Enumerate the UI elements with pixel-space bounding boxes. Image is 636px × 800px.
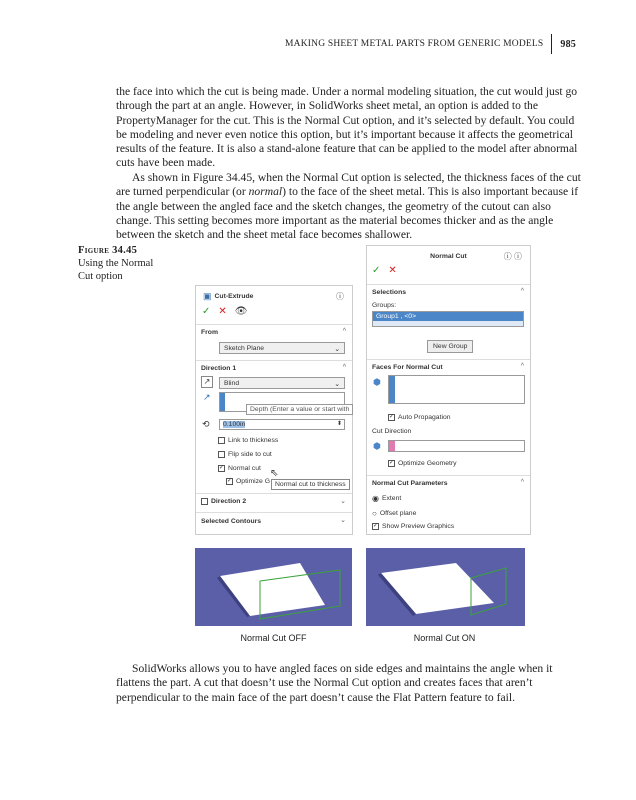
- new-group-button[interactable]: New Group: [427, 340, 473, 353]
- checkbox-label: Show Preview Graphics: [382, 523, 455, 530]
- direction-arrow-icon: ↗: [203, 392, 211, 402]
- section-faces[interactable]: Faces For Normal Cut: [372, 364, 443, 371]
- chevron-down-icon: ⌄: [334, 381, 340, 388]
- cut-extrude-icon: ▣: [203, 291, 212, 301]
- ok-icon[interactable]: ✓: [202, 306, 211, 317]
- preview-eye-icon[interactable]: 👁: [234, 306, 248, 317]
- section-from[interactable]: From: [201, 329, 218, 336]
- checkbox-label: Auto Propagation: [398, 414, 451, 421]
- caption-off: Normal Cut OFF: [240, 633, 307, 643]
- collapse-icon[interactable]: ^: [520, 479, 524, 486]
- help-icon[interactable]: ⓘ: [336, 292, 344, 301]
- optimize-checkbox[interactable]: ✓: [227, 478, 233, 484]
- select-value: Blind: [224, 380, 240, 387]
- checkbox-label: Normal cut: [228, 465, 261, 472]
- select-value: Sketch Plane: [224, 345, 265, 352]
- text: As shown in Figure 34.45, when the Normal Cut option is selected, the thickness faces of the cut are turned perpendicular (or: [116, 171, 581, 199]
- section-selections[interactable]: Selections: [372, 289, 406, 296]
- collapse-icon[interactable]: ^: [520, 363, 524, 370]
- face-icon: ⬢: [373, 441, 381, 451]
- cut-direction-label: Cut Direction: [372, 428, 412, 435]
- offset-plane-radio[interactable]: ○: [372, 509, 377, 518]
- caption-on: Normal Cut ON: [413, 633, 476, 643]
- spinner-icon[interactable]: ⬍: [336, 421, 342, 427]
- cut-direction-box[interactable]: [388, 440, 525, 452]
- emphasis: normal: [248, 185, 283, 199]
- header-divider: [551, 34, 552, 54]
- normal-cut-on-image: [366, 548, 525, 626]
- reverse-direction-icon[interactable]: ↗: [201, 376, 213, 388]
- link-thickness-checkbox[interactable]: [218, 437, 225, 444]
- section-selected-contours[interactable]: Selected Contours: [201, 518, 262, 525]
- flip-side-checkbox[interactable]: [218, 451, 225, 458]
- depth-value: 0.100in: [223, 421, 246, 428]
- from-select[interactable]: [219, 342, 345, 354]
- body-paragraph-3: SolidWorks allows you to have angled faces on side edges and maintains the angle when it flattens the part. A cut that doesn’t use the Normal Cut option and creates faces that aren’t perpendicular to the main face of the part doesn’t cause the Flat Pattern feature to fail.: [116, 662, 553, 704]
- model-view: [195, 548, 352, 626]
- groups-list[interactable]: [372, 311, 524, 327]
- cut-extrude-panel: [195, 285, 353, 535]
- collapse-icon[interactable]: ^: [342, 364, 346, 371]
- depth-tooltip: Depth (Enter a value or start with: [246, 404, 353, 415]
- expand-icon[interactable]: ⌄: [340, 517, 346, 524]
- checkbox-label: Optimize G: [236, 478, 270, 485]
- normal-cut-panel: [366, 245, 531, 535]
- text: ) to the face of the sheet metal. This is also important because if the angle between the angled face and the sketch changes, the geometry of the cutout can also change. This setting becomes more important as the material becomes thicker and as the angle between the sketch and the sheet metal face becomes shallower.: [116, 185, 579, 242]
- collapse-icon[interactable]: ^: [520, 288, 524, 295]
- help-icons[interactable]: ⓘ ⓘ: [503, 252, 522, 261]
- direction2-checkbox[interactable]: [201, 498, 208, 505]
- faces-selection-box[interactable]: [388, 375, 525, 404]
- cancel-icon[interactable]: ✕: [388, 265, 397, 276]
- optimize-geometry-checkbox[interactable]: ✓: [389, 460, 395, 466]
- extent-radio[interactable]: ◉: [372, 494, 379, 503]
- normal-cut-off-image: [195, 548, 352, 626]
- section-direction2[interactable]: Direction 2: [211, 498, 247, 505]
- radio-label: Extent: [381, 495, 402, 502]
- section-direction1[interactable]: Direction 1: [201, 365, 237, 372]
- figure-label: Figure 34.45: [78, 245, 138, 256]
- checkbox-label: Optimize Geometry: [398, 460, 457, 467]
- group-item[interactable]: Group1 , <0>: [373, 312, 523, 321]
- collapse-icon[interactable]: ^: [342, 328, 346, 335]
- normal-cut-checkbox[interactable]: ✓: [219, 465, 225, 471]
- figure-caption-text: Using the Normal Cut option: [78, 258, 154, 282]
- depth-icon: ⟲: [202, 419, 210, 429]
- auto-propagation-checkbox[interactable]: ✓: [389, 414, 395, 420]
- page-number: 985: [560, 38, 576, 50]
- cancel-icon[interactable]: ✕: [218, 306, 227, 317]
- figure-caption: [78, 244, 163, 283]
- normal-cut-tooltip: Normal cut to thickness: [271, 479, 350, 490]
- running-title: MAKING SHEET METAL PARTS FROM GENERIC MODELS: [285, 39, 544, 49]
- depth-input[interactable]: [219, 419, 345, 430]
- ok-icon[interactable]: ✓: [372, 265, 381, 276]
- checkbox-label: Link to thickness: [228, 437, 279, 444]
- body-paragraph-2: [116, 171, 582, 242]
- checkbox-label: Flip side to cut: [228, 451, 272, 458]
- radio-label: Offset plane: [379, 510, 417, 517]
- body-paragraph-1: the face into which the cut is being made. Under a normal modeling situation, the cut would just go through the part at an angle. However, in SolidWorks sheet metal, an option is added to the PropertyManager for the cut. This is the Normal Cut option, and it’s selected by default. You could be modeling and never even notice this option, but it’s important because it affects the geometrical results of the feature. It is also a stand-alone feature that can be applied to the model after abnormal cuts have been made.: [116, 85, 578, 170]
- model-view: [366, 548, 525, 626]
- end-condition-select[interactable]: [219, 377, 345, 389]
- section-params[interactable]: Normal Cut Parameters: [372, 480, 448, 487]
- panel-title: Normal Cut: [430, 253, 467, 260]
- panel-title: Cut-Extrude: [214, 293, 254, 300]
- chevron-down-icon: ⌄: [334, 346, 340, 353]
- mouse-cursor-icon: ⇖: [270, 468, 279, 479]
- face-icon: ⬢: [373, 377, 381, 387]
- groups-label: Groups:: [372, 302, 397, 309]
- show-preview-checkbox[interactable]: ✓: [373, 523, 379, 529]
- expand-icon[interactable]: ⌄: [340, 498, 346, 505]
- running-header: [285, 34, 576, 54]
